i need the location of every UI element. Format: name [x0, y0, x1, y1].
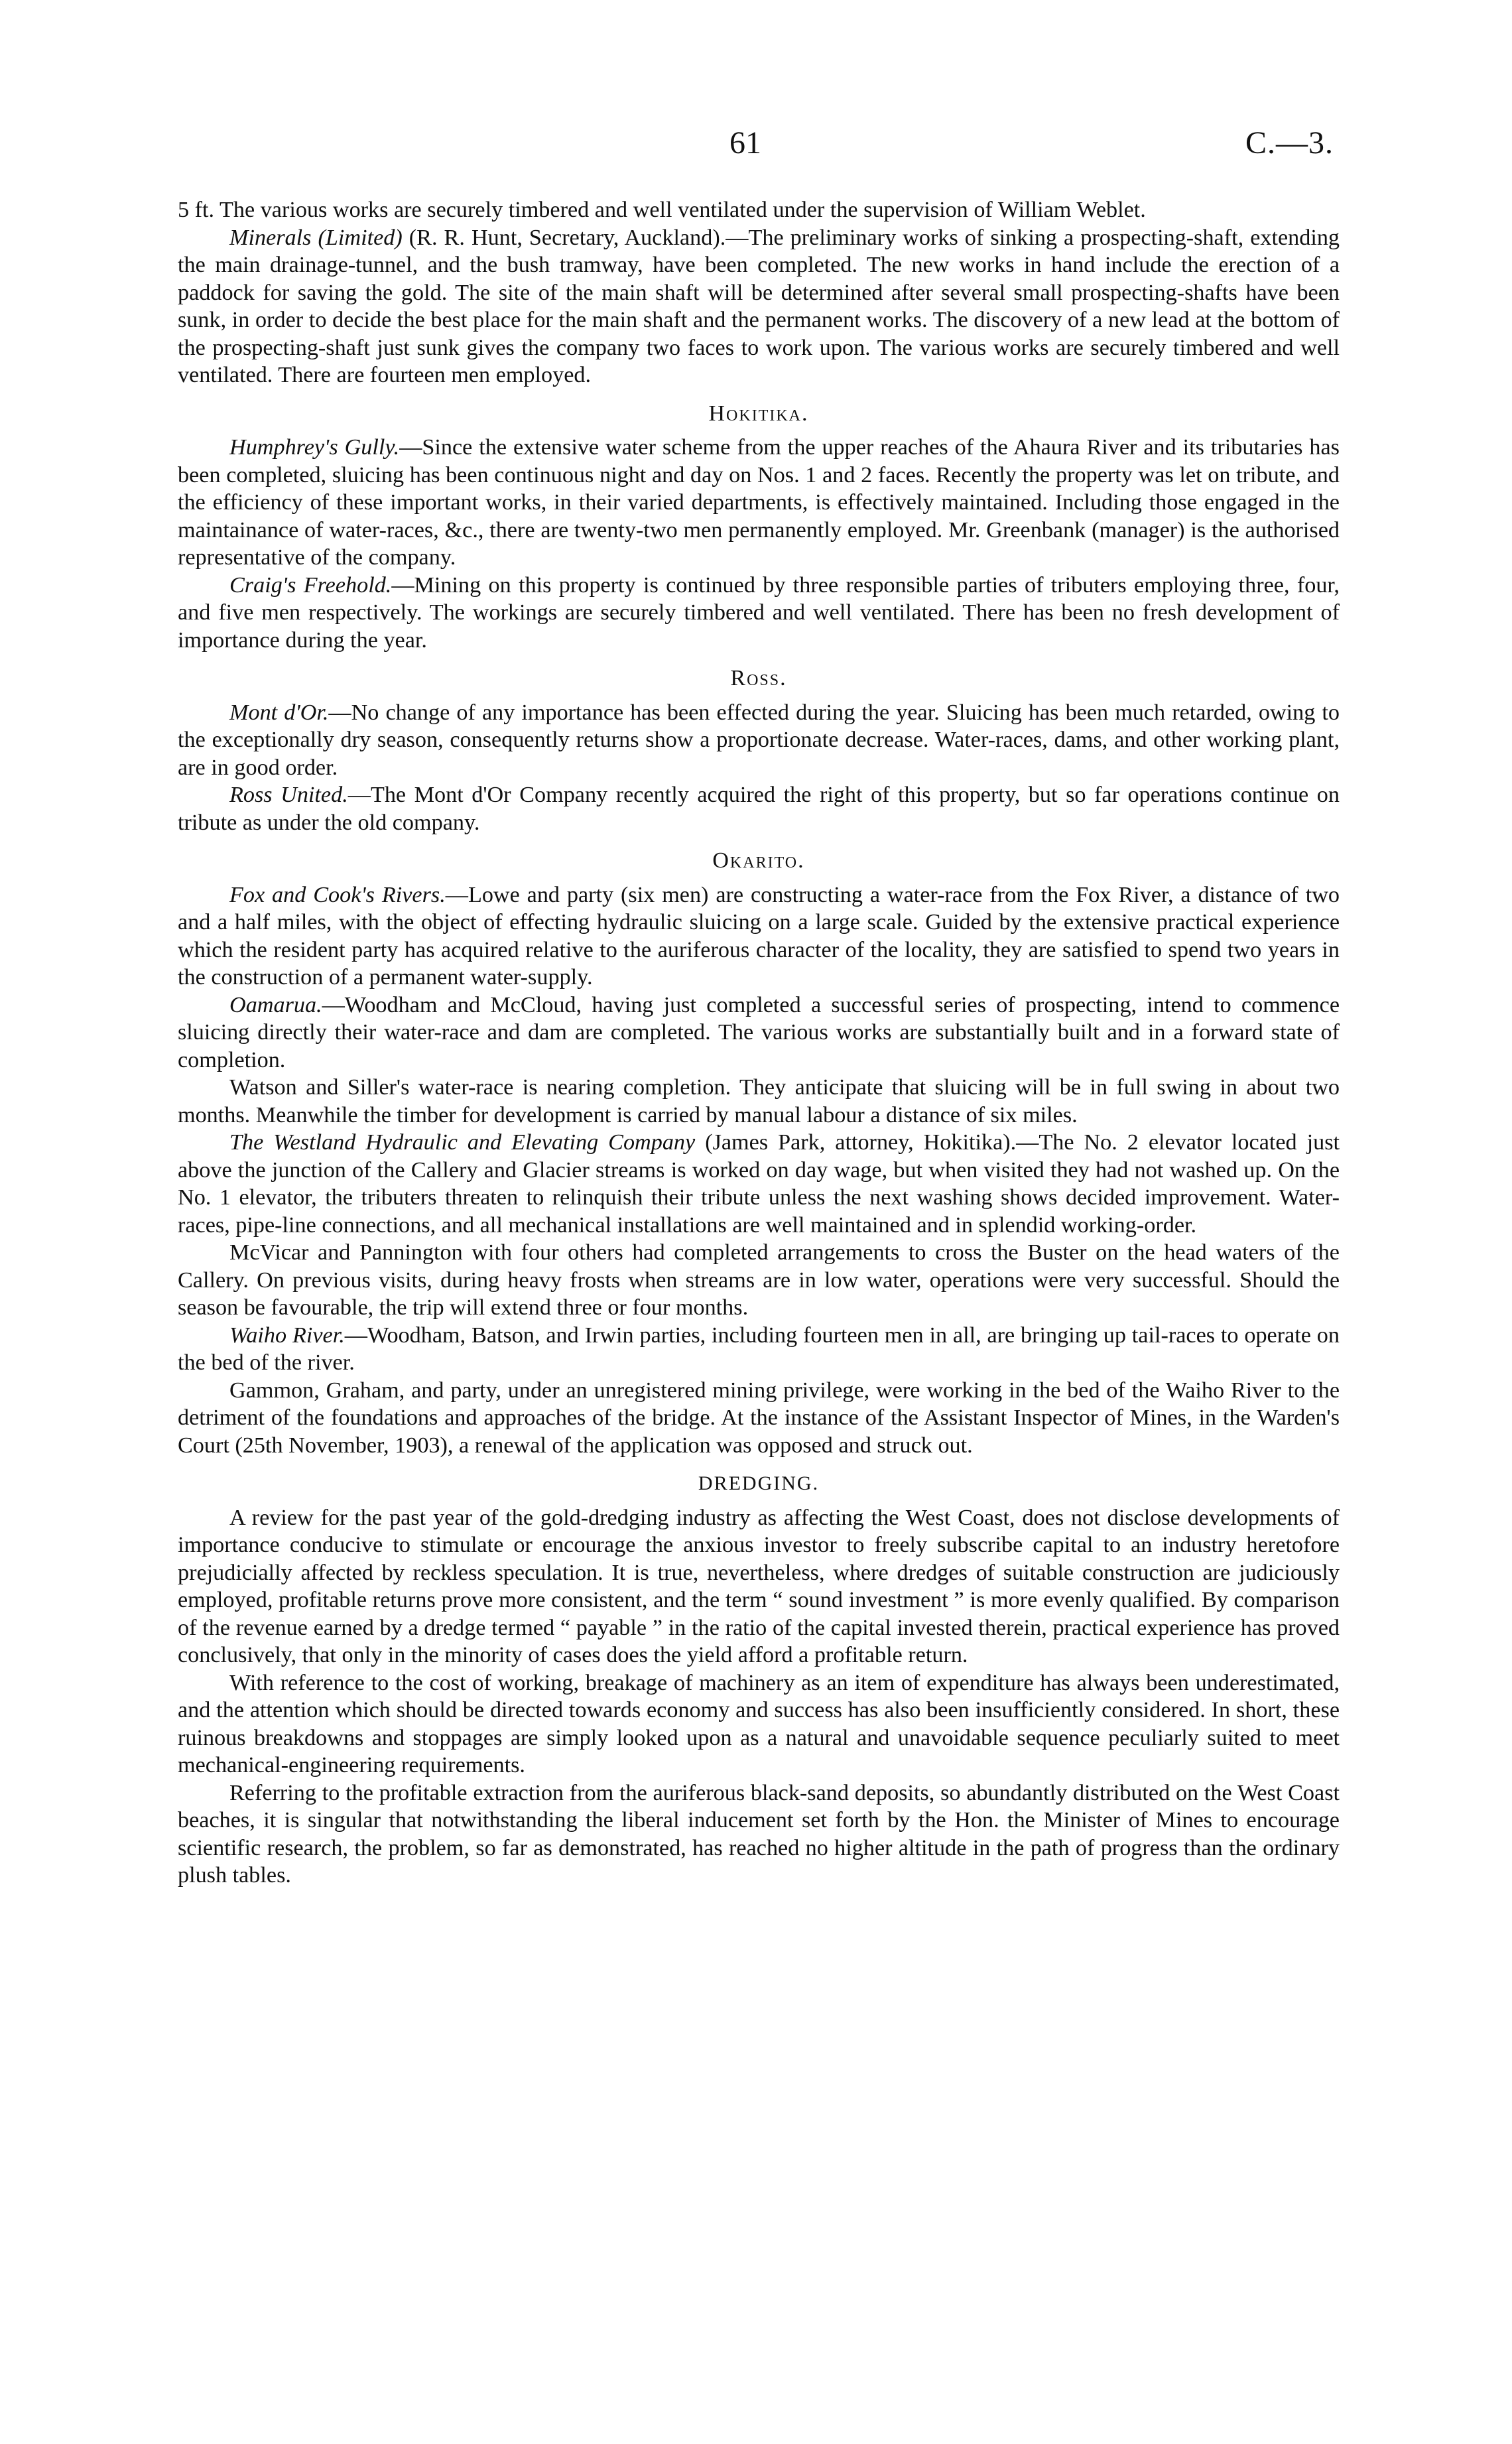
paragraph-text: (R. R. Hunt, Secretary, Auckland).—The preliminary works of sinking a prospecting-shaft, extending the main drainage-tunnel, and the bush tramway, have been completed. The new works in hand include the erection of a paddock for saving the gold. The site of the main shaft will be determined after several small prospecting-shafts have been sunk, in order to decide the best place for the main shaft and the permanent works. The discovery of a new lead at the bottom of the prospecting-shaft just sunk gives the company two faces to work upon. The various works are securely timbered and well ventilated. There are fourteen men employed. [178, 225, 1340, 387]
paragraph-title: The Westland Hydraulic and Elevating Company [229, 1130, 696, 1155]
paragraph [178, 781, 1340, 836]
paragraph-text: McVicar and Pannington with four others had completed arrangements to cross the Buster on the head waters of the Callery. On previous visits, during heavy frosts when streams are in low water, operations were very successful. Should the season be favourable, the trip will extend three or four months. [178, 1240, 1340, 1320]
paragraph [178, 572, 1340, 655]
paragraph-text: —Mining on this property is continued by three responsible parties of tributers employing three, four, and five men respectively. The workings are securely timbered and well ventilated. There has been no fresh development of importance during the year. [178, 572, 1340, 653]
paragraph-text: —Since the extensive water scheme from the upper reaches of the Ahaura River and its tributaries has been completed, sluicing has been continuous night and day on Nos. 1 and 2 faces. Recently the property was let on tribute, and the efficiency of these important works, in their varied departments, is effectively maintained. Including those engaged in the maintainance of water-races, &c., there are twenty-two men permanently employed. Mr. Greenbank (manager) is the authorised representative of the company. [178, 435, 1340, 570]
paragraph-title: Humphrey's Gully. [229, 435, 400, 460]
paragraph [178, 1074, 1340, 1129]
section-heading: Hokitika. [708, 401, 809, 426]
paragraph-text: —Lowe and party (six men) are constructing a water-race from the Fox River, a distance of two and a half miles, with the object of effecting hydraulic sluicing on a large scale. Guided by the extensive practical experience which the resident party has acquired relative to the auriferous character of the locality, they are satisfied to spend two years in the construction of a permanent water-supply. [178, 882, 1340, 990]
section-heading: DREDGING. [698, 1472, 820, 1494]
paragraph-text: Watson and Siller's water-race is nearing completion. They anticipate that sluicing will be in full swing in about two months. Meanwhile the timber for development is carried by manual labour a distance of six miles. [178, 1075, 1340, 1127]
document-body [178, 196, 1340, 1890]
paragraph [178, 1779, 1340, 1890]
paragraph-text: —Woodham, Batson, and Irwin parties, including fourteen men in all, are bringing up tail-races to operate on the bed of the river. [178, 1322, 1340, 1375]
paragraph [178, 1669, 1340, 1779]
paragraph-text: —No change of any importance has been effected during the year. Sluicing has been much retarded, owing to the exceptionally dry season, consequently returns show a proportionate decrease. Water-races, dams, and other working plant, are in good order. [178, 700, 1340, 780]
paragraph-title: Fox and Cook's Rivers. [229, 882, 446, 907]
section-heading: Ross. [730, 666, 787, 690]
paragraph-title: Waiho River. [229, 1322, 345, 1348]
paragraph-text: (James Park, attorney, Hokitika).—The No. 2 elevator located just above the junction of the Callery and Glacier streams is worked on day wage, but when visited they had not washed up. On the No. 1 elevator, the tributers threaten to relinquish their tribute unless the next washing shows decided improvement. Water-races, pipe-line connections, and all mechanical installations are well maintained and in splendid working-order. [178, 1130, 1340, 1238]
paragraph [178, 699, 1340, 782]
section-heading: Okarito. [712, 848, 805, 873]
paragraph [178, 881, 1340, 992]
paragraph [178, 1239, 1340, 1322]
paragraph [178, 992, 1340, 1074]
paragraph-text: —Woodham and McCloud, having just completed a successful series of prospecting, intend to commence sluicing directly their water-race and dam are completed. The various works are substantially built and in a forward state of completion. [178, 992, 1340, 1072]
paragraph-title: Ross United. [229, 783, 348, 807]
paragraph-text: 5 ft. The various works are securely timbered and well ventilated under the supervision of William Weblet. [178, 198, 1146, 222]
paragraph [178, 434, 1340, 572]
paragraph [178, 1504, 1340, 1669]
paragraph-text: Referring to the profitable extraction from the auriferous black-sand deposits, so abundantly distributed on the West Coast beaches, it is singular that notwithstanding the liberal inducement set forth by the Hon. the Minister of Mines to encourage scientific research, the problem, so far as demonstrated, has reached no higher altitude in the path of progress than the ordinary plush tables. [178, 1780, 1340, 1888]
page-number: 61 [729, 125, 761, 161]
paragraph-title: Mont d'Or. [229, 700, 329, 725]
paragraph [178, 1322, 1340, 1377]
report-code: C.—3. [1245, 125, 1334, 161]
paragraph [178, 1129, 1340, 1239]
paragraph [178, 1377, 1340, 1460]
paragraph [178, 224, 1340, 389]
paragraph [178, 196, 1340, 224]
paragraph-title: Craig's Freehold. [229, 572, 392, 598]
page-header [0, 118, 1512, 171]
paragraph-text: Gammon, Graham, and party, under an unregistered mining privilege, were working in the bed of the Waiho River to the detriment of the foundations and approaches of the bridge. At the instance of the Assistant Inspector of Mines, in the Warden's Court (25th November, 1903), a renewal of the application was opposed and struck out. [178, 1378, 1340, 1458]
paragraph-text: —The Mont d'Or Company recently acquired the right of this property, but so far operations continue on tribute as under the old company. [178, 783, 1340, 835]
paragraph-text: A review for the past year of the gold-dredging industry as affecting the West Coast, does not disclose developments of importance conducive to stimulate or encourage the anxious investor to freely subscribe capital to an industry heretofore prejudicially affected by reckless speculation. It is true, nevertheless, where dredges of suitable construction are judiciously employed, profitable returns prove more consistent, and the term “ sound investment ” is more evenly qualified. By comparison of the revenue earned by a dredge termed “ payable ” in the ratio of the capital invested therein, practical experience has proved conclusively, that only in the minority of cases does the yield afford a profitable return. [178, 1505, 1340, 1667]
paragraph-title: Oamarua. [229, 992, 322, 1017]
paragraph-title: Minerals (Limited) [229, 225, 403, 250]
paragraph-text: With reference to the cost of working, breakage of machinery as an item of expenditure has always been underestimated, and the attention which should be directed towards economy and success has also been insufficiently considered. In short, these ruinous breakdowns and stoppages are simply looked upon as a natural and unavoidable sequence peculiarly suited to meet mechanical-engineering requirements. [178, 1670, 1340, 1777]
